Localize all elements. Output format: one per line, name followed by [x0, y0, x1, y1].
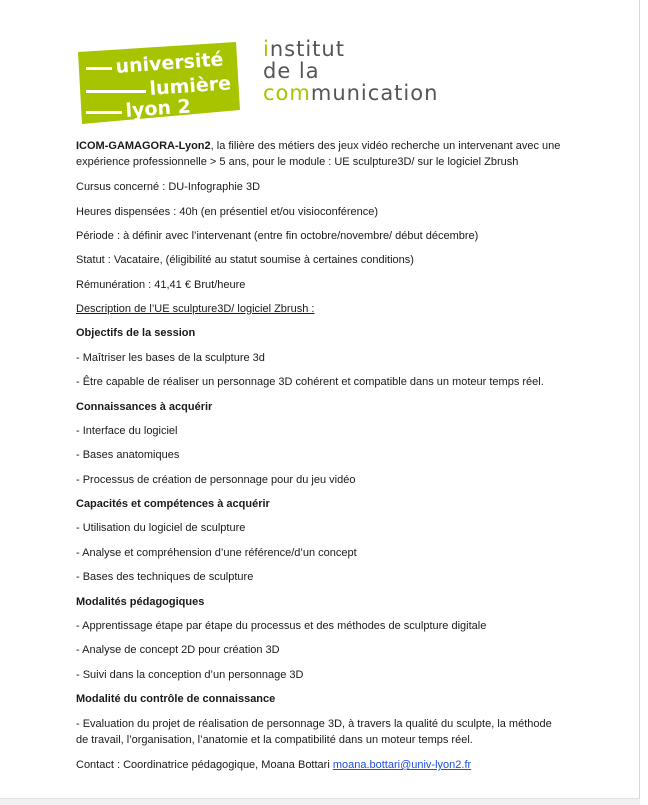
objectifs-item: - Maîtriser les bases de la sculpture 3d: [76, 352, 265, 364]
capacites-item: - Bases des techniques de sculpture: [76, 571, 254, 583]
remuneration-line: Rémunération : 41,41 € Brut/heure: [76, 279, 246, 291]
logo-text-lyon2: lyon 2: [124, 95, 192, 122]
logo-line-communication: communication: [263, 81, 439, 105]
connaissances-title: Connaissances à acquérir: [76, 401, 213, 413]
intro-text: , la filière des métiers des jeux vidéo recherche un intervenant avec une expérience professionnelle > 5 ans, pour le module : UE sculpture3D/ sur le logiciel Zbrush: [76, 140, 561, 168]
objectifs-item: - Être capable de réaliser un personnage 3D cohérent et compatible dans un moteur temps réel.: [76, 376, 544, 388]
cursus-line: Cursus concerné : DU-Infographie 3D: [76, 181, 261, 193]
controle-title: Modalité du contrôle de connaissance: [76, 693, 276, 705]
contact-text: Contact : Coordinatrice pédagogique, Moana Bottari: [76, 759, 333, 771]
description-heading-text: Description de l’UE sculpture3D/ logiciel Zbrush: [76, 303, 312, 315]
universite-lyon2-logo: [76, 40, 242, 126]
heures-line: Heures dispensées : 40h (en présentiel et/ou visioconférence): [76, 206, 379, 218]
logo-line-institut: institut: [263, 37, 345, 61]
intro-paragraph: [76, 138, 566, 170]
contact-line: [76, 757, 566, 773]
connaissances-item: - Interface du logiciel: [76, 425, 178, 437]
logo-text-lumiere: lumière: [148, 72, 232, 100]
modalites-item: - Suivi dans la conception d’un personnage 3D: [76, 669, 304, 681]
connaissances-item: - Bases anatomiques: [76, 449, 180, 461]
periode-line: Période : à définir avec l’intervenant (entre fin octobre/novembre/ début décembre): [76, 230, 479, 242]
description-heading: [76, 301, 566, 317]
description-heading-colon: :: [311, 303, 315, 315]
intro-bold: ICOM-GAMAGORA-Lyon2: [76, 140, 211, 152]
institut-communication-logo: [263, 38, 473, 106]
connaissances-item: - Processus de création de personnage pour du jeu vidéo: [76, 474, 356, 486]
capacites-item: - Analyse et compréhension d’une référence/d’un concept: [76, 547, 357, 559]
logo-line-de-la: de la: [263, 59, 320, 83]
objectifs-title: Objectifs de la session: [76, 327, 196, 339]
modalites-item: - Analyse de concept 2D pour création 3D: [76, 644, 280, 656]
statut-line: Statut : Vacataire, (éligibilité au statut soumise à certaines conditions): [76, 254, 414, 266]
modalites-title: Modalités pédagogiques: [76, 596, 205, 608]
logo-text-universite: université: [114, 48, 225, 78]
page-bottom-frame: [0, 798, 640, 805]
controle-text: - Evaluation du projet de réalisation de personnage 3D, à travers la qualité du sculpte, la méthode de travail, l’organisation, l’anatomie et la compatibilité dans un moteur temps réel.: [76, 718, 552, 746]
contact-email-link[interactable]: moana.bottari@univ-lyon2.fr: [332, 759, 472, 771]
modalites-item: - Apprentissage étape par étape du processus et des méthodes de sculpture digitale: [76, 620, 487, 632]
capacites-item: - Utilisation du logiciel de sculpture: [76, 522, 246, 534]
capacites-title: Capacités et compétences à acquérir: [76, 498, 270, 510]
